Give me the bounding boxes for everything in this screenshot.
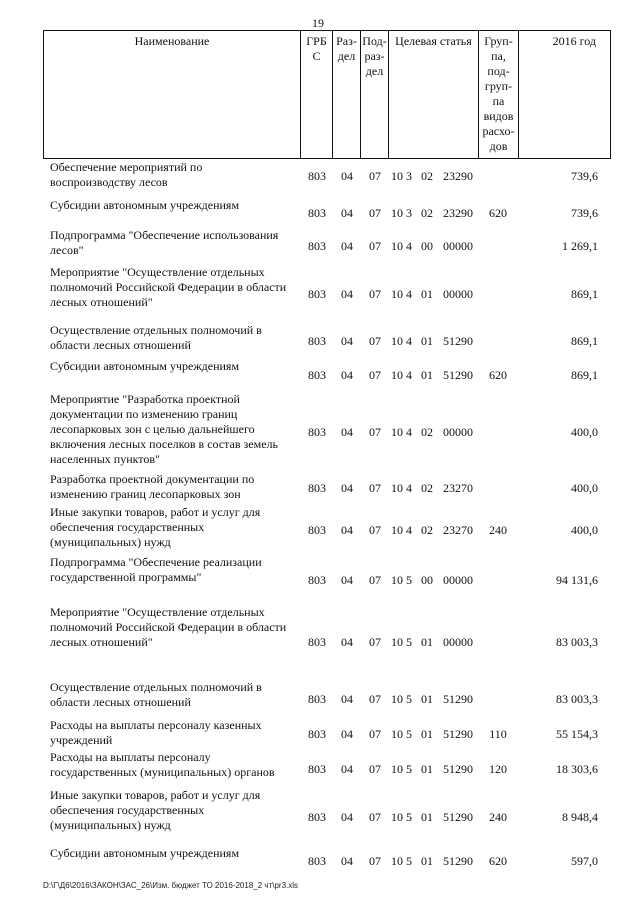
cell-name: Иные закупки товаров, работ и услуг для обеспечения государственных (муниципальных) нужд [50,505,261,549]
cell-t2: 4 [406,522,412,537]
cell-t4: 51290 [443,761,473,776]
cell-t1: 10 [391,333,403,348]
cell-t2: 4 [406,368,412,382]
cell-name: Субсидии автономным учреждениям [50,359,240,373]
cell-sum: 94 131,6 [556,572,598,587]
cell-t1: 10 [391,761,403,776]
cell-t3: 02 [421,205,433,220]
cell-t2: 5 [406,853,412,868]
cell-sum: 597,0 [571,853,598,868]
table-row [43,605,610,680]
cell-t3: 01 [421,635,433,649]
cell-group [479,680,517,718]
cell-razdel: 04 [341,522,353,537]
cell-grbs: 803 [308,635,326,649]
cell-group [479,265,517,323]
cell-group: 110 [489,726,507,741]
cell-t3: 01 [421,691,433,706]
cell-group: 620 [489,368,507,382]
table-row [43,472,610,505]
column-header-year: 2016 год [519,31,611,159]
cell-group [479,605,517,680]
cell-t3: 01 [421,761,433,776]
column-header-group: Груп- па, под- груп- па видов расхо- дов [479,31,519,159]
cell-t4: 00000 [443,572,473,587]
cell-group: 120 [489,761,507,776]
cell-t3: 01 [421,853,433,868]
cell-t1: 10 [391,424,403,439]
cell-t2: 5 [406,761,412,776]
table-row [43,392,610,472]
cell-t1: 10 [391,368,403,382]
cell-t4: 23290 [443,169,473,183]
cell-podrazdel: 07 [369,572,381,587]
cell-t2: 4 [406,239,412,253]
cell-name: Расходы на выплаты персоналу государственных (муниципальных) органов [50,750,275,779]
cell-grbs: 803 [308,239,326,253]
cell-t2: 4 [406,424,412,439]
column-header-name: Наименование [44,31,301,159]
table-row [43,198,610,228]
cell-podrazdel: 07 [369,691,381,706]
cell-t3: 01 [421,368,433,382]
cell-group [479,228,517,265]
cell-podrazdel: 07 [369,522,381,537]
cell-t2: 5 [406,572,412,587]
cell-t4: 23270 [443,481,473,495]
cell-sum: 8 948,4 [562,809,598,824]
cell-t3: 02 [421,424,433,439]
cell-t2: 5 [406,691,412,706]
cell-grbs: 803 [308,424,326,439]
cell-podrazdel: 07 [369,169,381,183]
table-row [43,846,610,876]
cell-t4: 51290 [443,333,473,348]
cell-t3: 02 [421,481,433,495]
cell-name: Осуществление отдельных полномочий в области лесных отношений [50,680,262,709]
cell-podrazdel: 07 [369,368,381,382]
cell-t4: 51290 [443,368,473,382]
cell-podrazdel: 07 [369,809,381,824]
cell-t3: 01 [421,726,433,741]
cell-t3: 02 [421,522,433,537]
cell-t3: 00 [421,572,433,587]
cell-group [479,392,517,472]
page-number: 19 [312,16,324,30]
cell-name: Иные закупки товаров, работ и услуг для обеспечения государственных (муниципальных) нужд [50,788,261,832]
file-path-footer: D:\Г\Д6\2016\ЗАКОН\ЗАС_26\Изм. бюджет ТО 2016-2018_2 чт\pr3.xls [43,881,299,890]
column-header-podrazdel: Под- раз- дел [361,31,389,159]
cell-sum: 83 003,3 [556,691,598,706]
cell-razdel: 04 [341,239,353,253]
cell-grbs: 803 [308,853,326,868]
table-row [43,718,610,750]
cell-group: 620 [489,853,507,868]
cell-podrazdel: 07 [369,333,381,348]
cell-name: Субсидии автономным учреждениям [50,198,240,212]
cell-grbs: 803 [308,691,326,706]
cell-podrazdel: 07 [369,761,381,776]
cell-group [479,555,517,605]
cell-t4: 23270 [443,522,473,537]
cell-name: Расходы на выплаты персоналу казенных учреждений [50,718,262,747]
cell-t2: 5 [406,809,412,824]
cell-podrazdel: 07 [369,424,381,439]
cell-podrazdel: 07 [369,726,381,741]
cell-razdel: 04 [341,481,353,495]
cell-t3: 01 [421,286,433,301]
cell-group: 240 [489,809,507,824]
cell-grbs: 803 [308,333,326,348]
cell-sum: 400,0 [571,424,598,439]
cell-razdel: 04 [341,368,353,382]
cell-t1: 10 [391,691,403,706]
cell-razdel: 04 [341,333,353,348]
cell-sum: 83 003,3 [556,635,598,649]
cell-t4: 00000 [443,239,473,253]
cell-grbs: 803 [308,169,326,183]
cell-razdel: 04 [341,205,353,220]
cell-t4: 51290 [443,726,473,741]
table-row [43,359,610,392]
cell-t3: 00 [421,239,433,253]
cell-t1: 10 [391,481,403,495]
cell-sum: 18 303,6 [556,761,598,776]
cell-name: Обеспечение мероприятий по воспроизводству лесов [50,160,203,189]
cell-grbs: 803 [308,522,326,537]
cell-t4: 51290 [443,809,473,824]
cell-name: Мероприятие "Разработка проектной документации по изменению границ лесопарковых зон с целью дальнейшего включения лесных поселков в состав земель населенных пунктов" [50,392,278,466]
cell-grbs: 803 [308,809,326,824]
cell-name: Подпрограмма "Обеспечение реализации государственной программы" [50,555,262,584]
cell-grbs: 803 [308,481,326,495]
cell-t1: 10 [391,239,403,253]
cell-razdel: 04 [341,572,353,587]
cell-t2: 4 [406,333,412,348]
table-row [43,788,610,846]
cell-grbs: 803 [308,368,326,382]
table-row [43,228,610,265]
cell-group: 240 [489,522,507,537]
table-row [43,323,610,359]
cell-sum: 55 154,3 [556,726,598,741]
cell-name: Подпрограмма "Обеспечение использования лесов" [50,228,279,257]
table-row [43,505,610,555]
cell-t1: 10 [391,522,403,537]
cell-sum: 869,1 [571,368,598,382]
cell-t1: 10 [391,205,403,220]
cell-razdel: 04 [341,761,353,776]
table-row [43,750,610,788]
cell-sum: 739,6 [571,205,598,220]
cell-grbs: 803 [308,572,326,587]
cell-razdel: 04 [341,169,353,183]
cell-grbs: 803 [308,761,326,776]
cell-t4: 51290 [443,691,473,706]
cell-name: Мероприятие "Осуществление отдельных полномочий Российской Федерации в области лесных отношений" [50,605,287,649]
cell-sum: 400,0 [571,522,598,537]
table-row [43,265,610,323]
cell-t1: 10 [391,286,403,301]
cell-t4: 00000 [443,286,473,301]
cell-t1: 10 [391,635,403,649]
cell-t1: 10 [391,809,403,824]
cell-razdel: 04 [341,726,353,741]
cell-name: Разработка проектной документации по изменению границ лесопарковых зон [50,472,255,501]
cell-t3: 01 [421,333,433,348]
table-row [43,680,610,718]
cell-t2: 3 [406,205,412,220]
column-header-target: Целевая статья [389,31,479,159]
cell-grbs: 803 [308,286,326,301]
cell-razdel: 04 [341,853,353,868]
cell-razdel: 04 [341,424,353,439]
column-header-razdel: Раз- дел [333,31,361,159]
cell-podrazdel: 07 [369,205,381,220]
cell-podrazdel: 07 [369,286,381,301]
cell-t1: 10 [391,853,403,868]
cell-t4: 00000 [443,424,473,439]
cell-sum: 1 269,1 [562,239,598,253]
cell-sum: 869,1 [571,286,598,301]
column-header-grbs: ГРБ С [301,31,333,159]
cell-t2: 5 [406,726,412,741]
cell-name: Мероприятие "Осуществление отдельных полномочий Российской Федерации в области лесных отношений" [50,265,287,309]
cell-group [479,323,517,359]
cell-podrazdel: 07 [369,239,381,253]
cell-sum: 400,0 [571,481,598,495]
cell-t2: 5 [406,635,412,649]
cell-name: Осуществление отдельных полномочий в области лесных отношений [50,323,262,352]
cell-t1: 10 [391,169,403,183]
cell-razdel: 04 [341,691,353,706]
cell-t2: 3 [406,169,412,183]
cell-grbs: 803 [308,726,326,741]
cell-razdel: 04 [341,286,353,301]
cell-t4: 00000 [443,635,473,649]
cell-sum: 739,6 [571,169,598,183]
table-header [43,30,611,159]
cell-group [479,472,517,505]
cell-t1: 10 [391,726,403,741]
cell-t2: 4 [406,286,412,301]
cell-group [479,160,517,193]
cell-group: 620 [489,205,507,220]
cell-name: Субсидии автономным учреждениям [50,846,240,860]
cell-t3: 02 [421,169,433,183]
table-row [43,160,610,193]
cell-podrazdel: 07 [369,481,381,495]
cell-t4: 51290 [443,853,473,868]
cell-razdel: 04 [341,809,353,824]
cell-sum: 869,1 [571,333,598,348]
cell-podrazdel: 07 [369,635,381,649]
cell-podrazdel: 07 [369,853,381,868]
cell-t3: 01 [421,809,433,824]
cell-razdel: 04 [341,635,353,649]
cell-t2: 4 [406,481,412,495]
cell-t1: 10 [391,572,403,587]
table-row [43,555,610,605]
cell-grbs: 803 [308,205,326,220]
cell-t4: 23290 [443,205,473,220]
